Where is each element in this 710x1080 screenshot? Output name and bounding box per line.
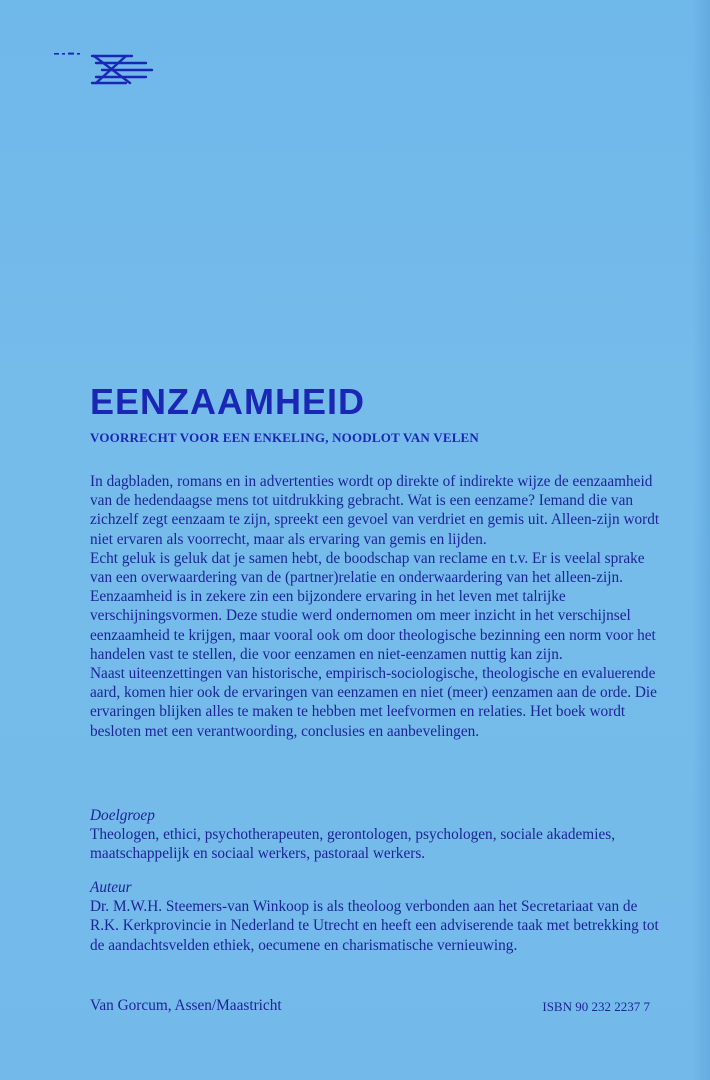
blurb-paragraph: In dagbladen, romans en in advertenties wordt op direkte of indirekte wijze de eenzaamheid van de hedendaagse mens tot uitdrukking gebracht. Wat is een eenzame? Iemand die van zichzelf zegt eenzaam te zijn, spreekt een gevoel van verdriet en gemis uit. Alleen-zijn wordt niet ervaren als voorrecht, maar als ervaring van gemis en lijden. xyxy=(90,473,660,548)
publisher-name: Van Gorcum, Assen/Maastricht xyxy=(90,997,282,1014)
author-section xyxy=(90,878,660,955)
author-text: Dr. M.W.H. Steemers-van Winkoop is als theoloog verbonden aan het Secretariaat van de R.K. Kerkprovincie in Nederland te Utrecht en heeft een adviserende taak met betrekking tot de aandachtsvelden ethiek, oecumene en charismatische vernieuwing. xyxy=(90,898,659,954)
blurb-paragraph: Eenzaamheid is in zekere zin een bijzondere ervaring in het leven met talrijke verschijningsvormen. Deze studie werd ondernomen om meer inzicht in het verschijnsel eenzaamheid te krijgen, maar vooral ook om door theologische bezinning een norm voor het handelen vast te stellen, die voor eenzamen en niet-eenzamen nuttig kan zijn. xyxy=(90,588,656,663)
book-subtitle: VOORRECHT VOOR EEN ENKELING, NOODLOT VAN VELEN xyxy=(90,430,480,445)
publisher-logo-icon xyxy=(52,50,156,86)
blurb-paragraph: Echt geluk is geluk dat je samen hebt, de boodschap van reclame en t.v. Er is veelal sprake van een overwaardering van de (partner)relatie en onderwaardering van het alleen-zijn. xyxy=(90,549,645,587)
target-audience-label: Doelgroep xyxy=(90,807,155,824)
target-audience-text: Theologen, ethici, psychotherapeuten, gerontologen, psychologen, sociale akademies, maatschappelijk en sociaal werkers, pastoraal werkers. xyxy=(90,826,616,863)
blurb xyxy=(90,472,660,741)
cover-edge-shadow xyxy=(692,0,710,1080)
author-label: Auteur xyxy=(90,879,132,896)
book-title: EENZAAMHEID xyxy=(90,381,366,422)
blurb-paragraph: Naast uiteenzettingen van historische, empirisch-sociologische, theologische en evaluerende aard, komen hier ook de ervaringen van eenzamen en niet (meer) eenzamen aan de orde. Die ervaringen blijken alles te maken te hebben met leefvormen en relaties. Het boek wordt besloten met een verantwoording, conclusies en aanbevelingen. xyxy=(90,665,657,740)
isbn-number: ISBN 90 232 2237 7 xyxy=(542,999,650,1014)
target-audience-section xyxy=(90,806,660,864)
